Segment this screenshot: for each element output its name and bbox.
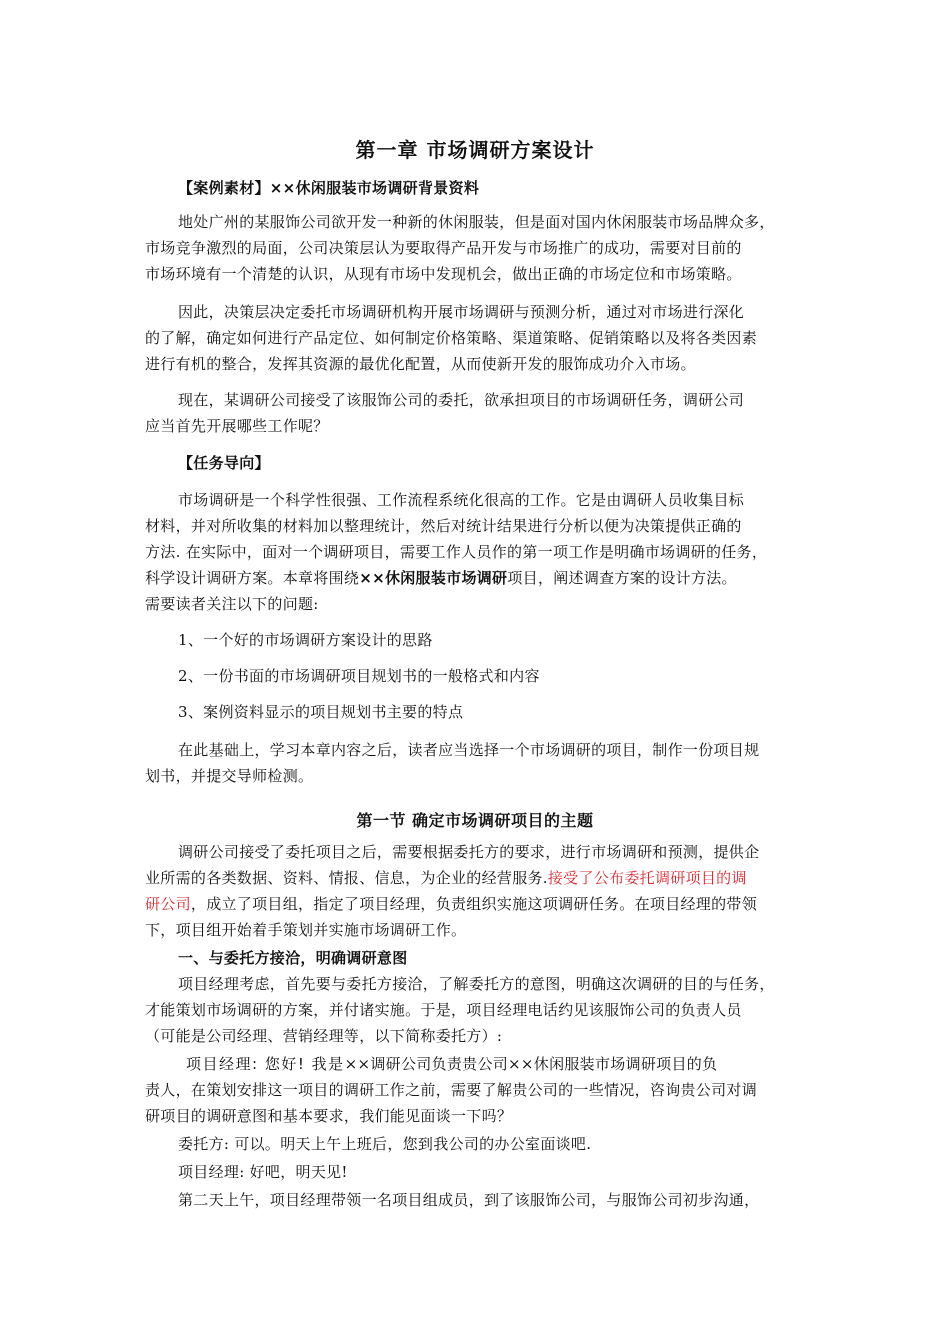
case-heading: 【案例素材】××休闲服装市场调研背景资料 [178,179,480,197]
dialog-line: 项目经理: 好吧，明天见! [178,1163,348,1181]
text-run: 科学设计调研方案。本章将围绕 [145,569,360,587]
paragraph-line: 方法. 在实际中，面对一个调研项目，需要工作人员作的第一项工作是明确市场调研的任务， [145,543,768,561]
paragraph-line: 责人，在策划安排这一项目的调研工作之前，需要了解贵公司的一些情况，咨询贵公司对调 [145,1081,758,1099]
paragraph-line: 下，项目组开始着手策划并实施市场调研工作。 [145,921,467,939]
dialog-speaker: 项目经理: 您好! 我是 [186,1055,345,1073]
section-title: 第一节 确定市场调研项目的主题 [356,811,594,830]
bold-text-run: ××休闲服装市场调研 [359,569,508,587]
paragraph-line [145,868,747,888]
text-run: 业所需的各类数据、资料、情报、信息，为企业的经营服务. [145,869,548,887]
paragraph-line: 的了解，确定如何进行产品定位、如何制定价格策略、渠道策略、促销策略以及将各类因素 [145,329,758,347]
question-item: 2、一份书面的市场调研项目规划书的一般格式和内容 [178,667,540,685]
sub-heading: 一、与委托方接洽，明确调研意图 [178,949,408,967]
paragraph-line: 材料，并对所收集的材料加以整理统计，然后对统计结果进行分析以便为决策提供正确的 [145,517,742,535]
paragraph-line: 地处广州的某服饰公司欲开发一种新的休闲服装，但是面对国内休闲服装市场品牌众多， [178,213,775,231]
paragraph-line: 才能策划市场调研的方案，并付诸实施。于是，项目经理电话约见该服饰公司的负责人员 [145,1001,742,1019]
paragraph-line: 调研公司接受了委托项目之后，需要根据委托方的要求，进行市场调研和预测，提供企 [178,843,760,861]
paragraph-line: 市场竞争激烈的局面，公司决策层认为要取得产品开发与市场推广的成功，需要对目前的 [145,239,742,257]
text-run: ，成立了项目组，指定了项目经理，负责组织实施这项调研任务。在项目经理的带领 [190,895,758,913]
chapter-title: 第一章 市场调研方案设计 [355,138,595,162]
paragraph-line: 研项目的调研意图和基本要求，我们能见面谈一下吗？ [145,1107,513,1125]
paragraph-line: 需要读者关注以下的问题: [145,595,319,613]
paragraph-line: 划书，并提交导师检测。 [145,767,314,785]
dialog-line [186,1054,717,1074]
paragraph-line: 项目经理考虑，首先要与委托方接洽，了解委托方的意图，明确这次调研的目的与任务， [178,975,775,993]
question-item: 3、案例资料显示的项目规划书主要的特点 [178,703,464,721]
paragraph-line [145,894,757,914]
paragraph-line: 应当首先开展哪些工作呢？ [145,417,329,435]
question-item: 1、一个好的市场调研方案设计的思路 [178,631,433,649]
text-run: ××调研公司负责贵公司××休闲服装市场调研项目的负 [344,1055,718,1073]
task-heading: 【任务导向】 [178,454,270,472]
text-run: 项目，阐述调查方案的设计方法。 [507,569,737,587]
paragraph-line: 因此，决策层决定委托市场调研机构开展市场调研与预测分析，通过对市场进行深化 [178,303,745,321]
paragraph-line: 市场调研是一个科学性很强、工作流程系统化很高的工作。它是由调研人员收集目标 [178,491,745,509]
highlighted-text-run: 研公司 [145,895,191,913]
paragraph-line: （可能是公司经理、营销经理等，以下简称委托方）: [145,1027,503,1045]
highlighted-text-run: 接受了公布委托调研项目的调 [547,869,747,887]
paragraph-line: 市场环境有一个清楚的认识，从现有市场中发现机会，做出正确的市场定位和市场策略。 [145,265,742,283]
paragraph-line: 现在，某调研公司接受了该服饰公司的委托，欲承担项目的市场调研任务，调研公司 [178,391,745,409]
dialog-line: 委托方: 可以。明天上午上班后，您到我公司的办公室面谈吧. [178,1135,592,1153]
paragraph-line: 在此基础上，学习本章内容之后，读者应当选择一个市场调研的项目，制作一份项目规 [178,741,760,759]
paragraph-line: 进行有机的整合，发挥其资源的最优化配置，从而使新开发的服饰成功介入市场。 [145,355,696,373]
paragraph-line: 第二天上午，项目经理带领一名项目组成员，到了该服饰公司，与服饰公司初步沟通， [178,1191,760,1209]
paragraph-line [145,568,737,588]
